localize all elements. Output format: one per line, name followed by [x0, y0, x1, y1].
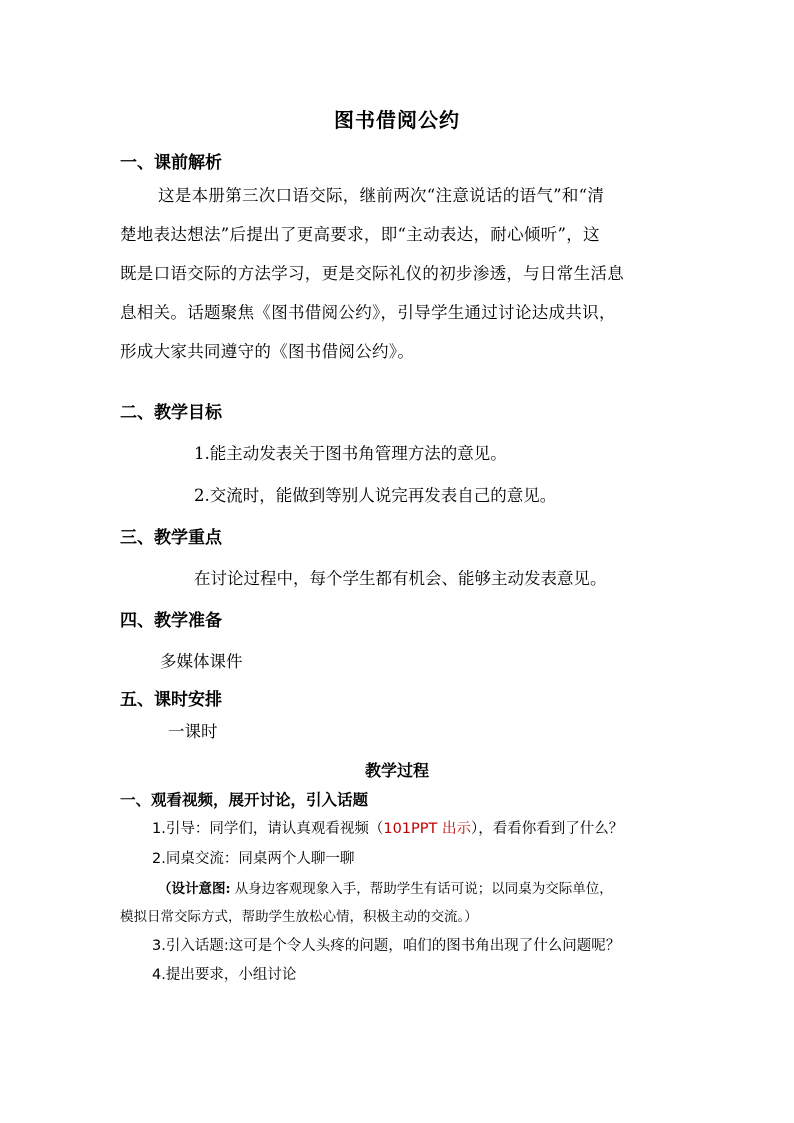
- section-heading-preparation: 四、教学准备: [120, 611, 222, 631]
- schedule-text: 一课时: [168, 722, 218, 741]
- section-heading-key-point: 三、教学重点: [120, 528, 222, 548]
- paragraph-line: 楚地表达想法”后提出了更高要求，即“主动表达，耐心倾听”，这: [120, 225, 600, 244]
- ppt-reference: 101PPT 出示: [383, 821, 471, 837]
- process-step-2: 2.同桌交流：同桌两个人聊一聊: [152, 851, 355, 867]
- design-intent-note: [158, 877, 613, 897]
- process-title: 教学过程: [364, 761, 429, 780]
- paragraph-line: 既是口语交际的方法学习，更是交际礼仪的初步渗透，与日常生活息: [120, 264, 624, 283]
- key-point-text: 在讨论过程中，每个学生都有机会、能够主动发表意见。: [194, 569, 607, 588]
- section-heading-goals: 二、教学目标: [120, 403, 222, 423]
- goal-item: 1.能主动发表关于图书角管理方法的意见。: [194, 444, 507, 463]
- paragraph-line: 形成大家共同遵守的《图书借阅公约》。: [120, 342, 415, 361]
- section-heading-analysis: 一、课前解析: [120, 153, 222, 173]
- paragraph-line: 这是本册第三次口语交际，继前两次“注意说话的语气”和“清: [158, 186, 605, 205]
- analysis-paragraph: [120, 176, 680, 371]
- note-label: （设计意图:: [158, 881, 231, 897]
- step-text: 1.引导：同学们，请认真观看视频（: [152, 821, 384, 837]
- goal-item: 2.交流时，能做到等别人说完再发表自己的意见。: [194, 486, 557, 505]
- process-part1-heading: 一、观看视频，展开讨论，引入话题: [120, 790, 369, 809]
- document-title: 图书借阅公约: [334, 108, 460, 132]
- note-text: 从身边客观现象入手，帮助学生有话可说；以同桌为交际单位，: [230, 881, 613, 897]
- process-step-3: 3.引入话题:这可是个令人头疼的问题，咱们的图书角出现了什么问题呢？: [152, 938, 621, 954]
- design-intent-note-line2: 模拟日常交际方式，帮助学生放松心情，积极主动的交流。）: [120, 909, 478, 925]
- paragraph-line: 息相关。话题聚焦《图书借阅公约》，引导学生通过讨论达成共识，: [120, 303, 616, 322]
- preparation-text: 多媒体课件: [160, 652, 243, 671]
- process-step-4: 4.提出要求，小组讨论: [152, 967, 297, 983]
- process-step-1: [152, 817, 623, 838]
- section-heading-schedule: 五、课时安排: [120, 690, 222, 710]
- step-text: ），看看你看到了什么？: [470, 821, 624, 837]
